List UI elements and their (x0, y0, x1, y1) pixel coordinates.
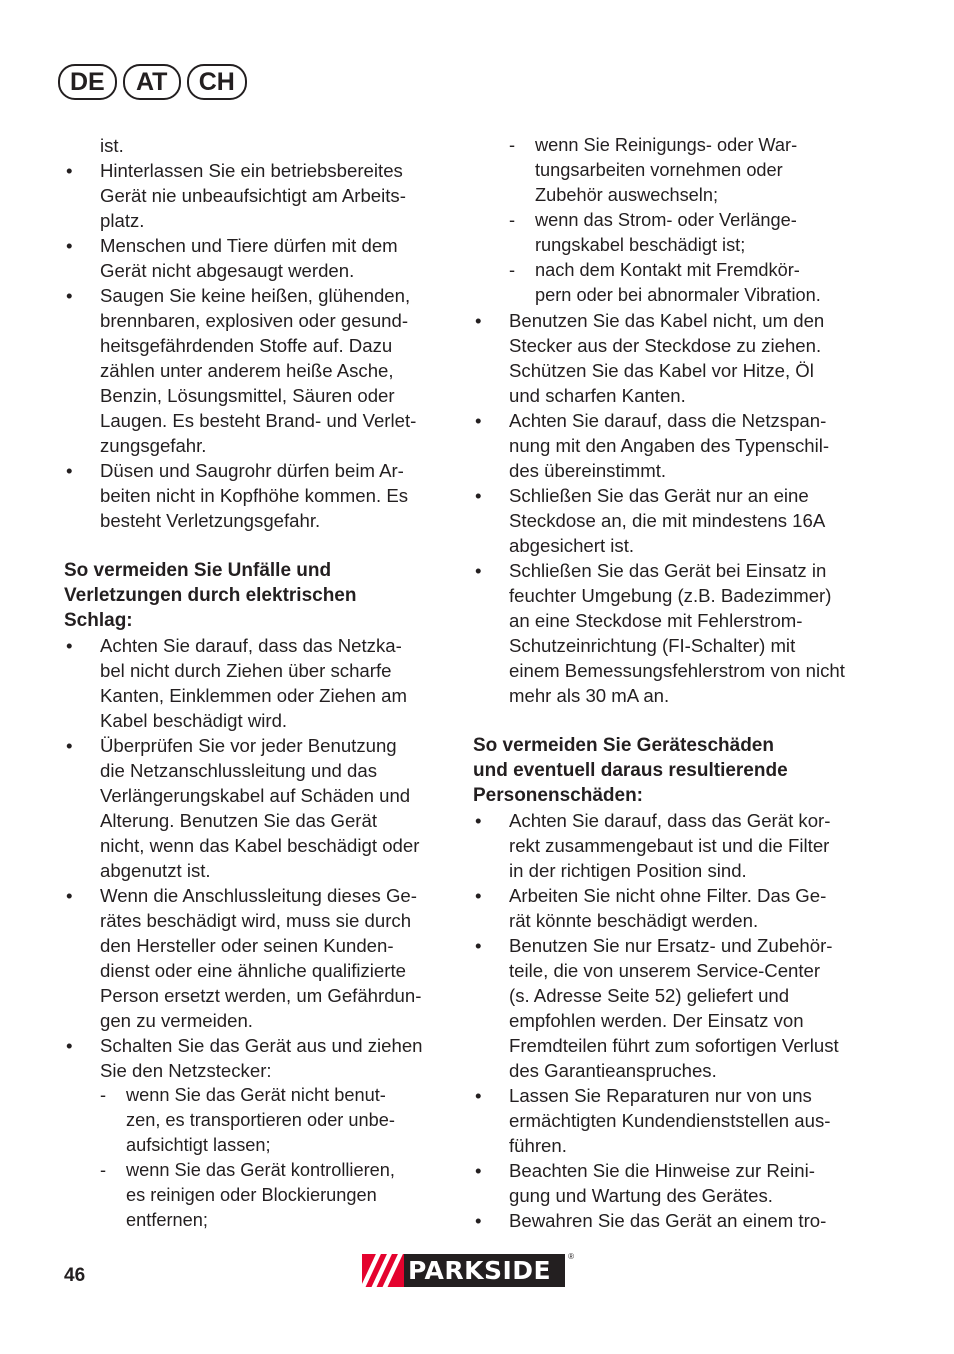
text-line: Benutzen Sie das Kabel nicht, um den (509, 310, 825, 331)
text-line: Kanten, Einklemmen oder Ziehen am (100, 685, 407, 706)
bullet-item (64, 233, 452, 283)
dash-item (473, 258, 865, 308)
logo-wordmark: PARKSIDE (408, 1256, 552, 1285)
section-gap (64, 533, 452, 558)
right-column (473, 133, 865, 1233)
bullet-item (473, 883, 865, 933)
text-line: besteht Verletzungsgefahr. (100, 510, 321, 531)
text-line: des übereinstimmt. (509, 460, 667, 481)
text-line: Laugen. Es besteht Brand- und Verlet- (100, 410, 417, 431)
text-line: nung mit den Angaben des Typenschil- (509, 435, 830, 456)
text-line: Überprüfen Sie vor jeder Benutzung (100, 735, 397, 756)
bullet-item (473, 308, 865, 408)
text-line: Gerät nicht abgesaugt werden. (100, 260, 355, 281)
text-line: an eine Steckdose mit Fehlerstrom- (509, 610, 803, 631)
language-badge-de: DE (58, 64, 117, 100)
text-line: einem Bemessungsfehlerstrom von nicht (509, 660, 845, 681)
text-line: Fremdteilen führt zum sofortigen Verlust (509, 1035, 839, 1056)
dash-icon: - (509, 135, 516, 155)
bullet-icon: • (475, 1210, 482, 1231)
text-line: rungskabel beschädigt ist; (535, 235, 746, 255)
text-line: Personenschäden: (473, 785, 643, 806)
dash-icon: - (100, 1085, 107, 1105)
text-line: Kabel beschädigt wird. (100, 710, 288, 731)
text-line: wenn Sie das Gerät kontrollieren, (126, 1160, 395, 1180)
text-line: Schutzeinrichtung (FI-Schalter) mit (509, 635, 796, 656)
text-line: in der richtigen Position sind. (509, 860, 747, 881)
bullet-item (64, 633, 452, 733)
text-line: brennbaren, explosiven oder gesund- (100, 310, 409, 331)
text-line: Bewahren Sie das Gerät an einem tro- (509, 1210, 827, 1231)
bullet-icon: • (475, 885, 482, 906)
section-heading (473, 733, 865, 808)
bullet-icon: • (475, 560, 482, 581)
bullet-item (64, 283, 452, 458)
bullet-item (64, 158, 452, 233)
text-line: die Netzanschlussleitung und das (100, 760, 378, 781)
text-line: (s. Adresse Seite 52) geliefert und (509, 985, 790, 1006)
bullet-icon: • (475, 810, 482, 831)
bullet-icon: • (475, 410, 482, 431)
text-line: platz. (100, 210, 145, 231)
text-line: und scharfen Kanten. (509, 385, 686, 406)
text-line: Zubehör auswechseln; (535, 185, 718, 205)
dash-icon: - (100, 1160, 107, 1180)
text-line: gen zu vermeiden. (100, 1010, 253, 1031)
text-line: Schlag: (64, 610, 133, 631)
left-column (64, 133, 452, 1233)
text-line: wenn Sie das Gerät nicht benut- (126, 1085, 386, 1105)
text-line: Schützen Sie das Kabel vor Hitze, Öl (509, 360, 814, 381)
text-line: entfernen; (126, 1210, 208, 1230)
text-line: wenn das Strom- oder Verlänge- (535, 210, 797, 230)
text-line: und eventuell daraus resultierende (473, 760, 788, 781)
bullet-icon: • (66, 235, 73, 256)
language-badge-ch: CH (187, 64, 247, 100)
section-heading (64, 558, 452, 633)
text-line: des Garantieanspruches. (509, 1060, 717, 1081)
dash-item (473, 133, 865, 208)
text-line: Beachten Sie die Hinweise zur Reini- (509, 1160, 815, 1181)
text-line: aufsichtigt lassen; (126, 1135, 271, 1155)
bullet-item (473, 933, 865, 1083)
bullet-icon: • (475, 485, 482, 506)
text-line: abgenutzt ist. (100, 860, 211, 881)
bullet-icon: • (66, 1035, 73, 1056)
text-line: Saugen Sie keine heißen, glühenden, (100, 285, 411, 306)
text-line: mehr als 30 mA an. (509, 685, 670, 706)
text-line: Sie den Netzstecker: (100, 1060, 272, 1081)
parkside-logo (362, 1252, 574, 1287)
text-line: zählen unter anderem heiße Asche, (100, 360, 394, 381)
text-line: beiten nicht in Kopfhöhe kommen. Es (100, 485, 409, 506)
text-line: bel nicht durch Ziehen über scharfe (100, 660, 392, 681)
bullet-icon: • (475, 935, 482, 956)
bullet-icon: • (66, 460, 73, 481)
text-line: Stecker aus der Steckdose zu ziehen. (509, 335, 822, 356)
bullet-item (473, 1158, 865, 1208)
text-line: wenn Sie Reinigungs- oder War- (535, 135, 798, 155)
language-badge-at: AT (123, 64, 181, 100)
text-line: ermächtigten Kundendienststellen aus- (509, 1110, 831, 1131)
text-line: Steckdose an, die mit mindestens 16A (509, 510, 826, 531)
text-line: empfohlen werden. Der Einsatz von (509, 1010, 804, 1031)
text-line: Achten Sie darauf, dass das Gerät kor- (509, 810, 831, 831)
dash-item (64, 1083, 452, 1158)
text-line: führen. (509, 1135, 567, 1156)
text-line: es reinigen oder Blockierungen (126, 1185, 377, 1205)
text-line: rekt zusammengebaut ist und die Filter (509, 835, 830, 856)
text-line: Schalten Sie das Gerät aus und ziehen (100, 1035, 423, 1056)
text-line: Alterung. Benutzen Sie das Gerät (100, 810, 378, 831)
dash-item (473, 208, 865, 258)
text-line: Hinterlassen Sie ein betriebsbereites (100, 160, 403, 181)
text-line: So vermeiden Sie Unfälle und (64, 560, 332, 581)
text-line: Gerät nie unbeaufsichtigt am Arbeits- (100, 185, 406, 206)
bullet-icon: • (66, 635, 73, 656)
text-line: Verlängerungskabel auf Schäden und (100, 785, 411, 806)
text-line: Person ersetzt werden, um Gefährdun- (100, 985, 422, 1006)
logo-slashes-icon (362, 1254, 404, 1287)
bullet-item (64, 883, 452, 1033)
bullet-item (64, 1033, 452, 1083)
text-line: Schließen Sie das Gerät bei Einsatz in (509, 560, 827, 581)
language-badges (58, 64, 247, 100)
bullet-item (473, 408, 865, 483)
text-line: feuchter Umgebung (z.B. Badezimmer) (509, 585, 832, 606)
text-line: nach dem Kontakt mit Fremdkör- (535, 260, 800, 280)
bullet-item (473, 1208, 865, 1233)
text-line: zen, es transportieren oder unbe- (126, 1110, 395, 1130)
bullet-item (473, 558, 865, 708)
text-line: Menschen und Tiere dürfen mit dem (100, 235, 398, 256)
bullet-icon: • (66, 285, 73, 306)
text-line: Benutzen Sie nur Ersatz- und Zubehör- (509, 935, 833, 956)
text-line: rätes beschädigt wird, muss sie durch (100, 910, 412, 931)
text-line: heitsgefährdenden Stoffe auf. Dazu (100, 335, 393, 356)
bullet-icon: • (475, 310, 482, 331)
bullet-item (64, 733, 452, 883)
bullet-item (473, 808, 865, 883)
registered-mark: ® (568, 1252, 574, 1261)
text-line: den Hersteller oder seinen Kunden- (100, 935, 394, 956)
continued-text: ist. (100, 135, 124, 156)
text-line: Achten Sie darauf, dass das Netzka- (100, 635, 402, 656)
page-number: 46 (64, 1265, 86, 1286)
bullet-icon: • (475, 1160, 482, 1181)
bullet-icon: • (66, 735, 73, 756)
text-line: pern oder bei abnormaler Vibration. (535, 285, 821, 305)
text-line: rät könnte beschädigt werden. (509, 910, 759, 931)
text-line: abgesichert ist. (509, 535, 635, 556)
bullet-item (473, 1083, 865, 1158)
text-line: nicht, wenn das Kabel beschädigt oder (100, 835, 420, 856)
text-line: Wenn die Anschlussleitung dieses Ge- (100, 885, 417, 906)
dash-icon: - (509, 210, 516, 230)
text-line: Achten Sie darauf, dass die Netzspan- (509, 410, 827, 431)
text-line: dienst oder eine ähnliche qualifizierte (100, 960, 406, 981)
section-gap (473, 708, 865, 733)
bullet-item (473, 483, 865, 558)
text-line: gung und Wartung des Gerätes. (509, 1185, 773, 1206)
dash-item (64, 1158, 452, 1233)
text-line: Düsen und Saugrohr dürfen beim Ar- (100, 460, 404, 481)
text-line: zungsgefahr. (100, 435, 207, 456)
bullet-icon: • (66, 885, 73, 906)
text-line: teile, die von unserem Service-Center (509, 960, 821, 981)
text-line: tungsarbeiten vornehmen oder (535, 160, 783, 180)
text-line: Benzin, Lösungsmittel, Säuren oder (100, 385, 395, 406)
text-line: Schließen Sie das Gerät nur an eine (509, 485, 809, 506)
bullet-icon: • (475, 1085, 482, 1106)
text-line: Arbeiten Sie nicht ohne Filter. Das Ge- (509, 885, 827, 906)
text-line: Verletzungen durch elektrischen (64, 585, 357, 606)
text-line: So vermeiden Sie Geräteschäden (473, 735, 774, 756)
bullet-item (64, 458, 452, 533)
bullet-icon: • (66, 160, 73, 181)
text-line: Lassen Sie Reparaturen nur von uns (509, 1085, 812, 1106)
dash-icon: - (509, 260, 516, 280)
